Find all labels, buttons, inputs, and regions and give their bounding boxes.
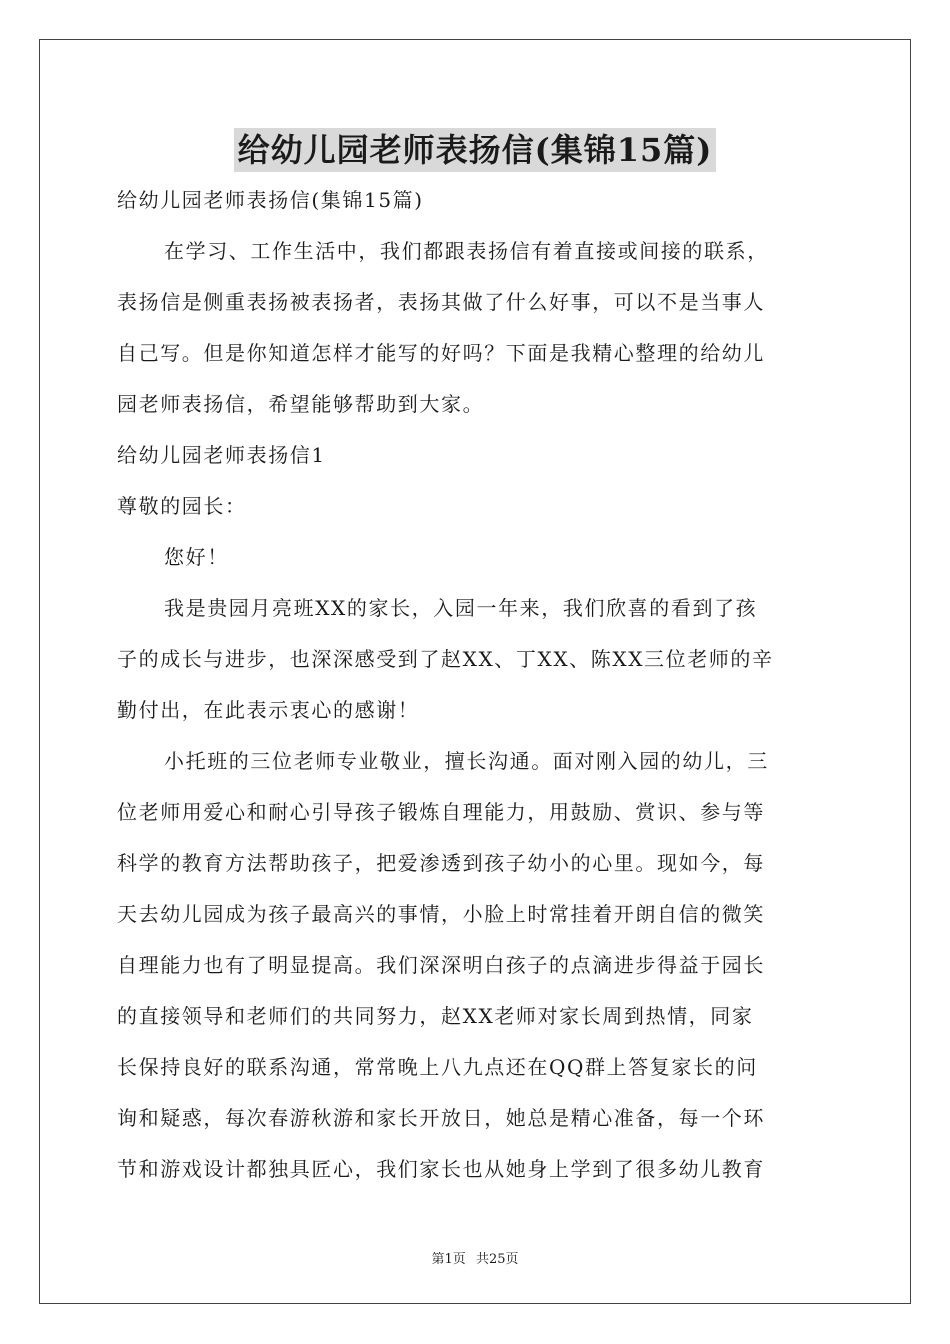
page-footer [0,1248,950,1267]
text-line: 勤付出，在此表示衷心的感谢！ [117,698,420,722]
text-line: 自己写。但是你知道怎样才能写的好吗？下面是我精心整理的给幼儿 [117,341,765,365]
page-number: 第1页 [431,1252,466,1267]
text-line: 自理能力也有了明显提高。我们深深明白孩子的点滴进步得益于园长 [117,953,765,977]
text-line: 的直接领导和老师们的共同努力，赵XX老师对家长周到热情，同家 [117,1004,754,1028]
text-line: 园老师表扬信，希望能够帮助到大家。 [117,392,485,416]
text-line: 小托班的三位老师专业敬业，擅长沟通。面对刚入园的幼儿，三 [164,749,769,773]
text-line: 长保持良好的联系沟通，常常晚上八九点还在QQ群上答复家长的问 [117,1055,758,1079]
text-line: 天去幼儿园成为孩子最高兴的事情，小脸上时常挂着开朗自信的微笑 [117,902,765,926]
text-line: 位老师用爱心和耐心引导孩子锻炼自理能力，用鼓励、赏识、参与等 [117,800,765,824]
text-line: 节和游戏设计都独具匠心，我们家长也从她身上学到了很多幼儿教育 [117,1157,765,1181]
text-line: 给幼儿园老师表扬信1 [117,443,326,467]
text-line: 科学的教育方法帮助孩子，把爱渗透到孩子幼小的心里。现如今，每 [117,851,765,875]
text-line: 您好！ [164,545,229,569]
text-line: 表扬信是侧重表扬被表扬者，表扬其做了什么好事，可以不是当事人 [117,290,765,314]
text-line: 尊敬的园长： [117,494,247,518]
document-title: 给幼儿园老师表扬信(集锦15篇) [234,128,717,172]
document-body [117,178,833,1198]
text-line: 询和疑惑，每次春游秋游和家长开放日，她总是精心准备，每一个环 [117,1106,765,1130]
text-line: 我是贵园月亮班XX的家长，入园一年来，我们欣喜的看到了孩 [164,596,758,620]
text-line: 子的成长与进步，也深深感受到了赵XX、丁XX、陈XX三位老师的辛 [117,647,774,671]
text-line: 给幼儿园老师表扬信(集锦15篇) [117,188,424,212]
text-line: 在学习、工作生活中，我们都跟表扬信有着直接或间接的联系， [164,239,769,263]
title-container [0,128,950,172]
page-total: 共25页 [475,1252,519,1267]
